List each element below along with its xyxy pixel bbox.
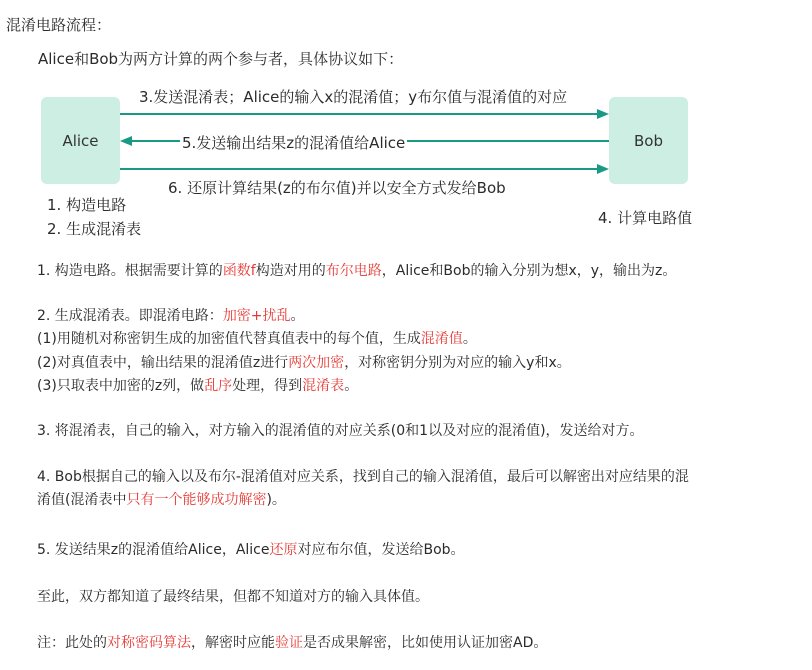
para-2-1 xyxy=(37,329,477,349)
para-2-2-text: (2)对真值表中，输出结果的混淆值z进行 xyxy=(37,355,289,371)
highlight-function-f: 函数f xyxy=(222,263,256,279)
para-2-3-text-3: 。 xyxy=(344,378,359,394)
highlight-shuffle: 乱序 xyxy=(204,378,233,394)
para-2-2 xyxy=(37,353,571,373)
alice-label: Alice xyxy=(62,131,99,150)
highlight-double-encryption: 两次加密 xyxy=(288,355,345,371)
para-2-3-text: (3)只取表中加密的z列，做 xyxy=(37,378,205,394)
arrowhead-right-1 xyxy=(597,109,609,119)
arrowhead-left xyxy=(120,136,132,146)
highlight-verify: 验证 xyxy=(275,635,303,651)
para-5 xyxy=(37,540,465,560)
para-conclusion: 至此，双方都知道了最终结果，但都不知道对方的输入具体值。 xyxy=(37,589,429,605)
para-2 xyxy=(37,306,305,326)
bob-label: Bob xyxy=(634,131,663,150)
para-2-3-text-2: 处理，得到 xyxy=(232,378,303,394)
para-3: 3. 将混淆表，自己的输入，对方输入的混淆值的对应关系(0和1以及对应的混淆值)，发送给对方。 xyxy=(37,423,644,439)
para-2-2-text-2: ，对称密钥分别为对应的输入y和x。 xyxy=(344,355,571,371)
alice-step-2: 2. 生成混淆表 xyxy=(47,220,142,238)
para-2-text: 2. 生成混淆表。即混淆电路： xyxy=(37,308,223,324)
highlight-restore: 还原 xyxy=(269,542,298,558)
para-5-text-2: 对应布尔值，发送给Bob。 xyxy=(297,542,465,558)
arrow1-label: 3.发送混淆表；Alice的输入x的混淆值；y布尔值与混淆值的对应 xyxy=(139,88,568,106)
para-4-text: 淆值(混淆表中 xyxy=(37,492,127,508)
para-2-3 xyxy=(37,376,358,396)
note-text-2: ，解密时应能 xyxy=(191,635,275,651)
arrow3-label: 6. 还原计算结果(z的布尔值)并以安全方式发给Bob xyxy=(168,179,506,197)
note-text-3: 是否成果解密，比如使用认证加密AD。 xyxy=(303,635,548,651)
note xyxy=(37,633,547,653)
highlight-only-one-decrypts: 只有一个能够成功解密 xyxy=(126,492,267,508)
para-4-line-1: 4. Bob根据自己的输入以及布尔-混淆值对应关系，找到自己的输入混淆值，最后可以解密出对应结果的混 xyxy=(37,469,689,485)
page-title: 混淆电路流程： xyxy=(6,16,112,34)
para-2-text-2: 。 xyxy=(290,308,305,324)
arrowhead-right-2 xyxy=(597,164,609,174)
highlight-garbled-value: 混淆值 xyxy=(420,331,463,347)
arrow2-label: 5.发送输出结果z的混淆值给Alice xyxy=(182,134,406,152)
highlight-boolean-circuit: 布尔电路 xyxy=(325,263,382,279)
bob-step-4: 4. 计算电路值 xyxy=(598,209,693,227)
highlight-encrypt-shuffle: 加密+扰乱 xyxy=(222,308,291,324)
para-1-text-2: 构造对用的 xyxy=(255,263,326,279)
para-1-text: 1. 构造电路。根据需要计算的 xyxy=(37,263,223,279)
highlight-symmetric-cipher: 对称密码算法 xyxy=(107,635,191,651)
para-2-1-text: (1)用随机对称密钥生成的加密值代替真值表中的每个值，生成 xyxy=(37,331,421,347)
para-2-1-text-2: 。 xyxy=(462,331,477,347)
intro-text: Alice和Bob为两方计算的两个参与者，具体协议如下： xyxy=(38,50,404,68)
para-1 xyxy=(37,261,676,281)
para-4-text-2: )。 xyxy=(266,492,286,508)
para-1-text-3: ，Alice和Bob的输入分别为想x，y，输出为z。 xyxy=(381,263,677,279)
para-4-line-2 xyxy=(37,490,286,510)
highlight-garbled-table: 混淆表 xyxy=(302,378,345,394)
para-5-text: 5. 发送结果z的混淆值给Alice，Alice xyxy=(37,542,270,558)
alice-step-1: 1. 构造电路 xyxy=(47,196,127,214)
note-text: 注：此处的 xyxy=(37,635,107,651)
